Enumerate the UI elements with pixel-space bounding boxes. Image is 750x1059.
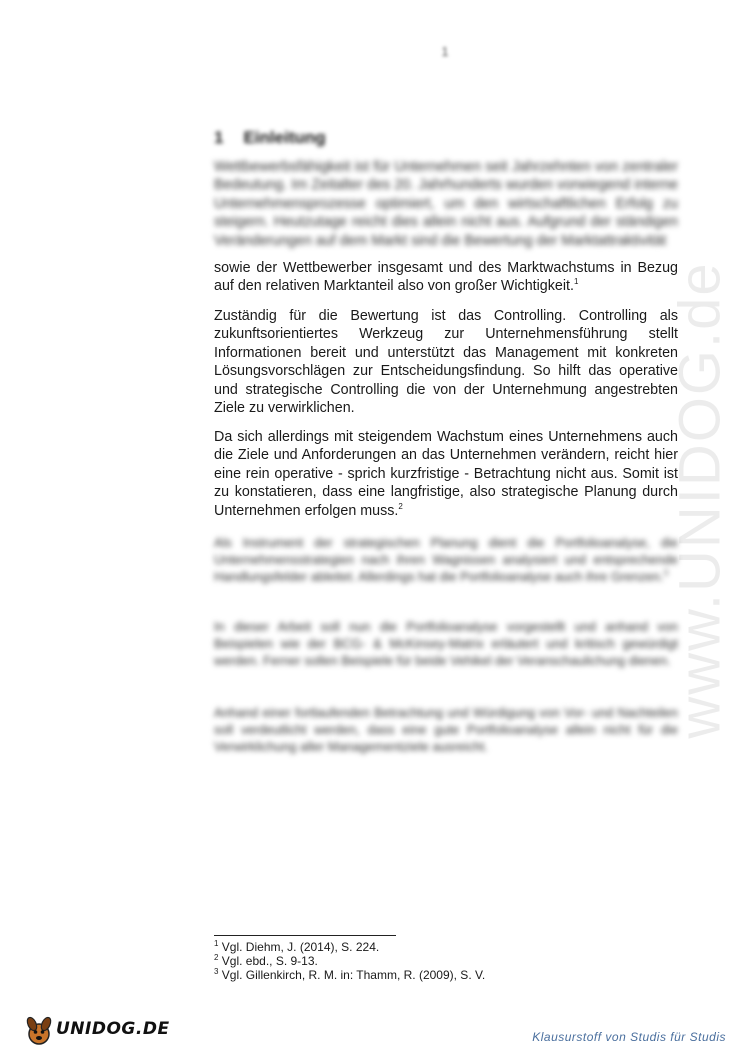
paragraph-3 [214, 428, 678, 520]
paragraph-1-blurred: Wettbewerbsfähigkeit ist für Unternehmen seit Jahrzehnten von zentraler Bedeutung. Im Zeitalter des 20. Jahrhunderts wurden vorwiegend interne Unternehmensprozesse optimiert, um den wirtschaftlichen Erfolg zu steigern. Heutzutage reicht dies allein nicht aus. Aufgrund der ständigen Veränderungen auf dem Markt sind die Bewertung der Marktattraktivität [214, 159, 678, 249]
footnote-3 [214, 968, 485, 982]
paragraph-4-text: Als Instrument der strategischen Planung dient die Portfolioanalyse, die Unternehmensstrategien nach ihren Wagnissen analysiert und entsprechende Handlungsfelder ableitet. Allerdings hat die Portfolioanalyse auch ihre Grenzen. [214, 535, 678, 585]
section-heading [214, 128, 326, 148]
paragraph-1-visible [214, 259, 678, 296]
watermark: www.UNIDOG.de [667, 261, 733, 739]
paragraph-2: Zuständig für die Bewertung ist das Controlling. Controlling als zukunftsorientiertes Werkzeug zur Unternehmensführung stellt Informationen bereit und unterstützt das Management mit konkreten Lösungsvorschlägen zur Entscheidungsfindung. So hilft das operative und strategische Controlling die von der Unternehmung angestrebten Ziele zu verwirklichen. [214, 308, 678, 417]
dog-mascot-icon [24, 1012, 54, 1046]
footnote-1-text: Vgl. Diehm, J. (2014), S. 224. [221, 940, 380, 954]
paragraph-3-text: Da sich allerdings mit steigendem Wachstum eines Unternehmens auch die Ziele und Anforderungen an das Unternehmen verändern, reicht hier eine rein operative - sprich kurzfristige - Betrachtung nicht aus. Somit ist zu konstatieren, dass eine langfristige, also strategische Planung durch Unternehmen erfolgen muss. [214, 429, 678, 519]
footnote-ref-3: 3 [663, 569, 669, 579]
footnote-3-number: 3 [214, 967, 219, 976]
section-title: Einleitung [243, 128, 326, 147]
paragraph-6: Anhand einer fortlaufenden Betrachtung und Würdigung von Vor- und Nachteilen soll verdeutlicht werden, dass eine gute Portfolioanalyse allein nicht für die Verwirklichung aller Managementziele ausreicht. [214, 705, 678, 755]
footnote-1-number: 1 [214, 939, 219, 948]
page-number: 1 [441, 44, 449, 59]
footnote-divider [214, 935, 396, 936]
paragraph-5: In dieser Arbeit soll nun die Portfolioanalyse vorgestellt und anhand von Beispielen wie der BCG- & McKinsey-Matrix erläutert und kritisch gewürdigt werden. Ferner sollen Beispiele für beide Vehikel der Veranschaulichung dienen. [214, 619, 678, 669]
footnotes [214, 940, 485, 982]
paragraph-4 [214, 534, 678, 586]
footnote-2 [214, 954, 485, 968]
logo-text: UNIDOG.DE [56, 1019, 170, 1039]
tagline: Klausurstoff von Studis für Studis [532, 1030, 726, 1044]
footnote-1 [214, 940, 485, 954]
unidog-logo[interactable] [24, 1012, 170, 1046]
paragraph-1-text: sowie der Wettbewerber insgesamt und des Marktwachstums in Bezug auf den relativen Marktanteil also von großer Wichtigkeit. [214, 260, 678, 295]
footnote-2-text: Vgl. ebd., S. 9-13. [221, 954, 318, 968]
section-number: 1 [214, 128, 224, 147]
footnote-ref-1: 1 [573, 277, 579, 287]
footnote-ref-2: 2 [398, 501, 403, 511]
footnote-3-text: Vgl. Gillenkirch, R. M. in: Thamm, R. (2009), S. V. [221, 968, 486, 982]
footnote-2-number: 2 [214, 953, 219, 962]
